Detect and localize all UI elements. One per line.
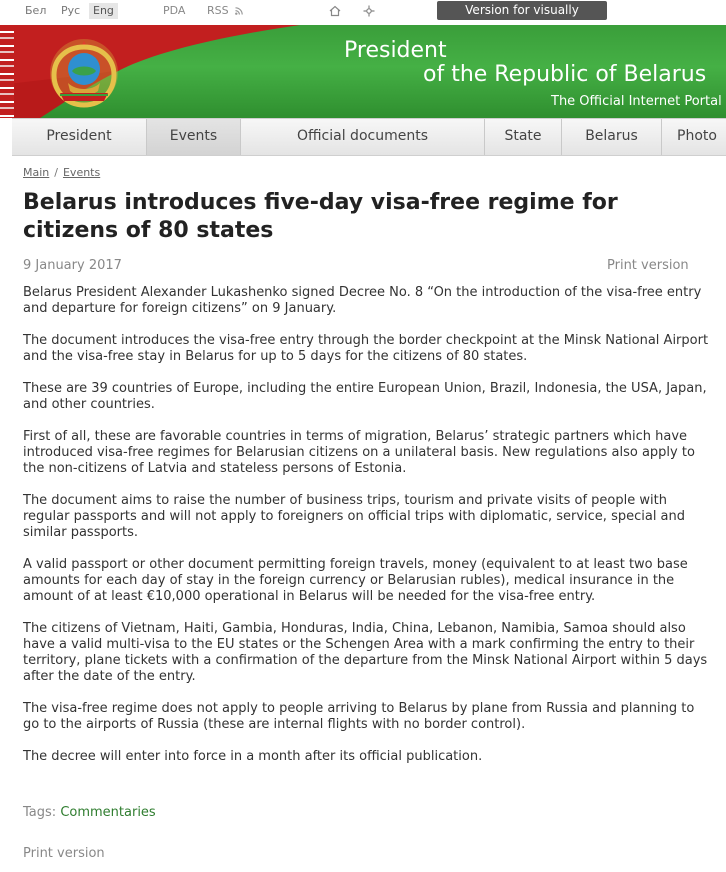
national-ornament bbox=[0, 25, 14, 118]
rss-icon bbox=[235, 7, 243, 15]
banner-subtitle: The Official Internet Portal bbox=[551, 94, 722, 109]
state-emblem-icon[interactable] bbox=[46, 35, 122, 111]
sitemap-icon[interactable] bbox=[362, 4, 376, 18]
nav-item-official-documents[interactable]: Official documents bbox=[241, 119, 485, 155]
article-title: Belarus introduces five-day visa-free regime for citizens of 80 states bbox=[23, 190, 618, 243]
article-paragraph: A valid passport or other document permitting foreign travels, money (equivalent to at least two base amounts for each day of stay in the foreign currency or Belarusian rubles), medical insurance in the amount of at least €10,000 operational in Belarus will be needed for the visa-free entry. bbox=[23, 557, 688, 604]
nav-item-photo[interactable]: Photo bbox=[677, 128, 717, 144]
nav-item-president[interactable]: President bbox=[12, 119, 147, 155]
banner-title-line2: of the Republic of Belarus bbox=[423, 62, 707, 87]
article-paragraph: The document introduces the visa-free entry through the border checkpoint at the Minsk National Airport and the visa-free stay in Belarus for up to 5 days for the citizens of 80 states. bbox=[23, 333, 709, 364]
rss-link-label: RSS bbox=[207, 4, 229, 17]
nav-item-events[interactable]: Events bbox=[146, 119, 241, 155]
print-version-link-top[interactable]: Print version bbox=[607, 258, 689, 273]
print-version-link-bottom[interactable]: Print version bbox=[23, 846, 105, 861]
article-paragraph: These are 39 countries of Europe, including the entire European Union, Brazil, Indonesia, the USA, Japan, and other countries. bbox=[23, 381, 707, 412]
article-paragraph: The document aims to raise the number of business trips, tourism and private visits of people with regular passports and will not apply to foreigners on official trips with diplomatic, service, special and similar passports. bbox=[23, 493, 686, 540]
nav-item-state[interactable]: State bbox=[485, 119, 562, 155]
breadcrumb bbox=[23, 166, 100, 179]
pda-link[interactable]: PDA bbox=[163, 4, 186, 17]
article-paragraph: The citizens of Vietnam, Haiti, Gambia, Honduras, India, China, Lebanon, Namibia, Samoa should also have a valid multi-visa to the EU states or the Schengen Area with a mark confirming the entry to their territory, plane tickets with a confirmation of the departure from the Minsk National Airport within 5 days after the date of the entry. bbox=[23, 621, 708, 684]
article-tags bbox=[23, 805, 156, 820]
lang-en[interactable]: Eng bbox=[89, 3, 118, 19]
flag-wave-decoration bbox=[0, 25, 300, 118]
lang-ru[interactable]: Рус bbox=[61, 4, 81, 17]
article-paragraph: Belarus President Alexander Lukashenko signed Decree No. 8 “On the introduction of the visa-free entry and departure for foreign citizens” on 9 January. bbox=[23, 285, 702, 316]
rss-link[interactable] bbox=[207, 4, 243, 18]
main-navigation bbox=[12, 118, 726, 156]
tags-label: Tags: bbox=[23, 805, 57, 820]
site-banner bbox=[0, 25, 726, 118]
breadcrumb-separator: / bbox=[54, 166, 58, 179]
breadcrumb-main-link[interactable]: Main bbox=[23, 166, 50, 179]
top-utility-bar bbox=[0, 0, 726, 24]
breadcrumb-events-link[interactable]: Events bbox=[62, 166, 101, 179]
home-icon[interactable] bbox=[328, 4, 342, 18]
banner-title-line1: President bbox=[344, 38, 447, 63]
article-date: 9 January 2017 bbox=[23, 258, 122, 273]
article-paragraph: The decree will enter into force in a month after its official publication. bbox=[23, 749, 483, 764]
article-paragraph: The visa-free regime does not apply to people arriving to Belarus by plane from Russia and planning to go to the airports of Russia (these are internal flights with no border control). bbox=[23, 701, 695, 732]
article-body bbox=[23, 285, 713, 781]
tag-commentaries-link[interactable]: Commentaries bbox=[60, 805, 156, 820]
article-paragraph: First of all, these are favorable countries in terms of migration, Belarus’ strategic partners which have introduced visa-free regimes for Belarusian citizens on a unilateral basis. New regulations also apply to the non-citizens of Latvia and stateless persons of Estonia. bbox=[23, 429, 695, 476]
visually-impaired-button[interactable]: Version for visually bbox=[437, 1, 607, 20]
lang-be[interactable]: Бел bbox=[25, 4, 47, 17]
nav-item-belarus[interactable]: Belarus bbox=[562, 119, 662, 155]
